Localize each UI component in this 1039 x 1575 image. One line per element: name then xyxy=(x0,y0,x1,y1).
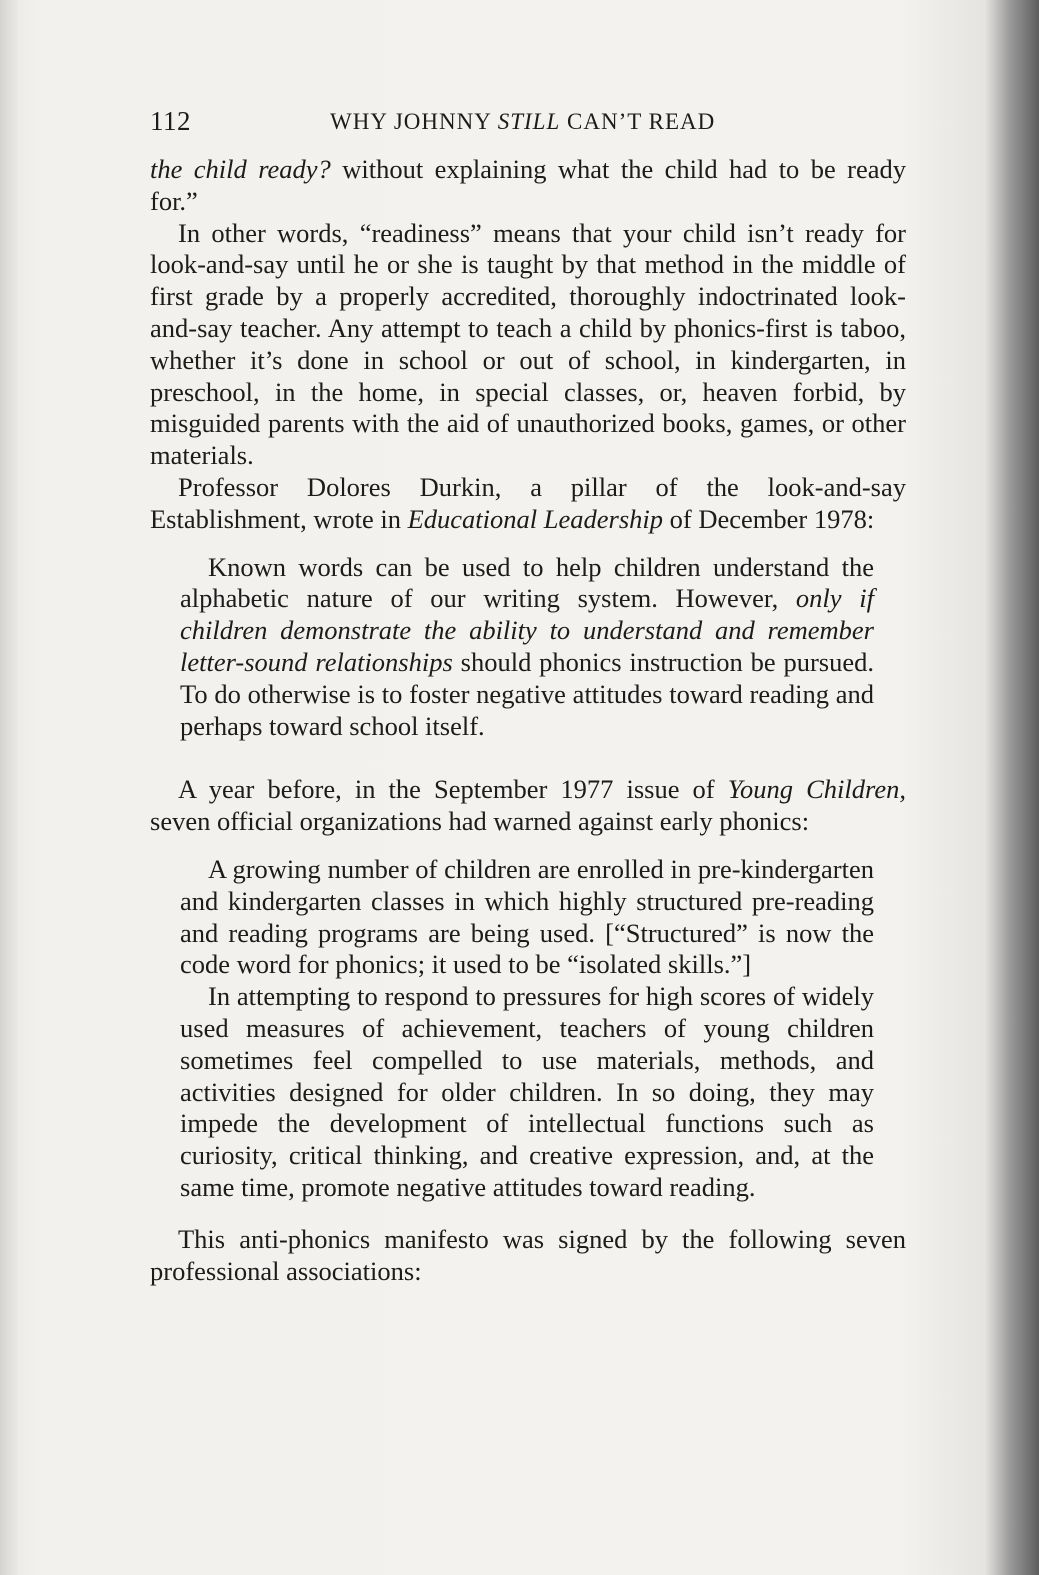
running-head xyxy=(330,109,715,135)
paragraph-text: of December 1978: xyxy=(663,503,875,534)
running-head-after: CAN’T READ xyxy=(560,109,716,134)
quote-paragraph: A growing number of children are enrolled in pre-kindergarten and kindergarten classes in which highly structured pre-reading and reading programs are being used. [“Structured” is now the code word for phonics; it used to be “isolated skills.”] xyxy=(180,853,874,980)
publication-title: Young Children, xyxy=(727,774,906,805)
page-header xyxy=(150,106,906,146)
running-head-before: WHY JOHNNY xyxy=(330,109,498,134)
quote-paragraph xyxy=(180,552,874,743)
quote-text: should phonics instruction be pursued. To do otherwise is to foster negative attitudes toward reading and perhaps toward school itself. xyxy=(180,646,875,741)
page-gutter xyxy=(0,0,18,1575)
publication-title: Educational Leadership xyxy=(407,503,664,534)
running-head-italic: STILL xyxy=(497,109,561,134)
page-number: 112 xyxy=(150,106,191,136)
paragraph-text: without explaining what the child had to be ready for.” xyxy=(150,154,907,216)
paragraph-young-children-intro xyxy=(150,774,906,838)
page-body xyxy=(150,154,906,1287)
paragraph-readiness: In other words, “readiness” means that your child isn’t ready for look-and-say until he or she is taught by that method in the middle of first grade by a properly accredited, thoroughly indoctrinated look-and-say teacher. Any attempt to teach a child by phonics-first is taboo, whether it’s done in school or out of school, in kindergarten, in preschool, in the home, in special classes, or, heaven forbid, by misguided parents with the aid of unauthorized books, games, or other materials. xyxy=(150,217,906,471)
italic-phrase: the child ready? xyxy=(150,154,331,184)
paragraph-durkin-intro xyxy=(150,472,906,536)
quote-emphasis: only if children demonstrate the ability to understand and remember letter-sound relationships xyxy=(180,583,874,677)
block-quote-organizations xyxy=(180,854,874,1204)
paragraph-manifesto: This anti-phonics manifesto was signed by the following seven professional associations: xyxy=(150,1223,906,1286)
paragraph-text: Professor Dolores Durkin, a pillar of the look-and-say Establishment, wrote in xyxy=(150,471,906,534)
block-quote-durkin xyxy=(180,552,874,743)
quote-text: Known words can be used to help children understand the alphabetic nature of our writing system. However, xyxy=(180,551,874,614)
paragraph-text: A year before, in the September 1977 issue of xyxy=(178,774,728,805)
quote-paragraph: In attempting to respond to pressures for high scores of widely used measures of achievement, teachers of young children sometimes feel compelled to use materials, methods, and activities designed for older children. In so doing, they may impede the development of intellectual functions such as curiosity, critical thinking, and creative expression, and, at the same time, promote negative attitudes toward reading. xyxy=(180,981,874,1202)
paragraph-continuation xyxy=(150,154,906,218)
paragraph-text: seven official organizations had warned against early phonics: xyxy=(150,806,810,837)
